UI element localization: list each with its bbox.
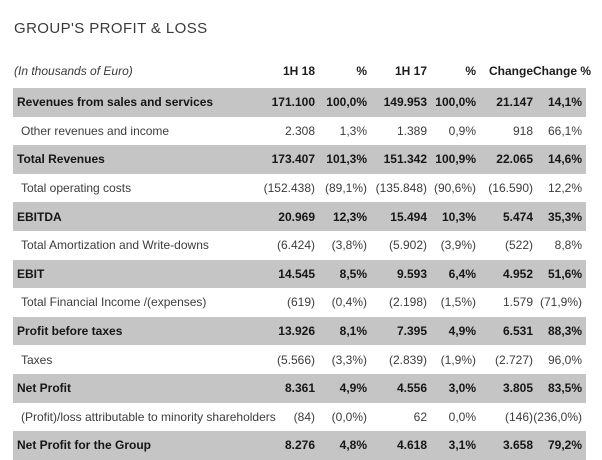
table-row — [13, 145, 586, 174]
table-row — [13, 317, 586, 346]
row-value-pct-1h18: 4,8% — [339, 438, 367, 453]
row-value-pct-1h17: 3,0% — [448, 381, 476, 396]
row-value-pct-1h17: 10,3% — [441, 209, 476, 224]
row-value-1h18: 20.969 — [278, 209, 315, 224]
row-value-change-pct: 8,8% — [554, 238, 582, 253]
row-value-1h17: (135.848) — [375, 181, 427, 196]
row-value-1h17: 1.389 — [396, 123, 427, 138]
row-value-pct-1h18: 100,0% — [326, 95, 367, 110]
row-value-1h17: 151.342 — [383, 152, 427, 167]
row-value-change: 3.805 — [502, 381, 533, 396]
table-row — [13, 374, 586, 403]
row-label: Revenues from sales and services — [17, 95, 214, 110]
row-value-1h18: 14.545 — [278, 266, 315, 281]
row-label: Total Amortization and Write-downs — [21, 238, 209, 253]
table-header-row — [13, 54, 586, 88]
row-value-pct-1h18: 101,3% — [326, 152, 367, 167]
row-value-pct-1h18: 1,3% — [339, 123, 367, 138]
row-value-change: (16.590) — [488, 181, 533, 196]
row-label: Profit before taxes — [17, 324, 123, 339]
row-value-1h17: 9.593 — [396, 266, 427, 281]
column-header-pct-1h18: % — [356, 64, 367, 78]
row-value-change: (522) — [504, 238, 533, 253]
table-row — [13, 288, 586, 317]
row-value-pct-1h18: (0,0%) — [331, 409, 367, 424]
row-value-pct-1h17: 0,9% — [448, 123, 476, 138]
row-value-pct-1h17: 0,0% — [448, 409, 476, 424]
row-value-1h18: (5.566) — [276, 352, 315, 367]
row-label: Other revenues and income — [21, 123, 170, 138]
row-value-1h18: 8.361 — [284, 381, 315, 396]
row-value-change-pct: (71,9%) — [539, 295, 582, 310]
column-header-change-pct: Change % — [533, 64, 592, 78]
column-header-change: Change — [488, 64, 533, 78]
row-value-pct-1h17: 100,0% — [435, 95, 476, 110]
row-value-change: 6.531 — [502, 324, 533, 339]
row-value-change-pct: 83,5% — [547, 381, 582, 396]
row-value-pct-1h18: (0,4%) — [331, 295, 367, 310]
row-value-1h18: 2.308 — [284, 123, 315, 138]
row-value-change-pct: 66,1% — [547, 123, 582, 138]
row-value-1h17: 149.953 — [383, 95, 427, 110]
row-value-change: 3.658 — [502, 438, 533, 453]
row-value-1h18: 13.926 — [278, 324, 315, 339]
row-label: Total operating costs — [21, 181, 132, 196]
row-value-1h18: (152.438) — [263, 181, 315, 196]
row-value-change: 918 — [512, 123, 533, 138]
row-value-pct-1h17: 4,9% — [448, 324, 476, 339]
row-label: Taxes — [21, 352, 53, 367]
row-value-pct-1h18: 8,1% — [339, 324, 367, 339]
table-row — [13, 117, 586, 146]
table-row — [13, 231, 586, 260]
row-value-1h17: 4.556 — [396, 381, 427, 396]
row-value-change: 22.065 — [496, 152, 533, 167]
row-value-1h18: (619) — [286, 295, 315, 310]
row-value-change: 5.474 — [502, 209, 533, 224]
row-value-1h17: (2.839) — [388, 352, 427, 367]
profit-loss-table — [13, 54, 592, 460]
row-label: EBITDA — [17, 209, 62, 224]
column-header-1h17: 1H 17 — [394, 64, 427, 78]
row-value-pct-1h17: (1,5%) — [440, 295, 476, 310]
row-label: Total Revenues — [17, 152, 105, 167]
row-value-change-pct: 12,2% — [547, 181, 582, 196]
row-value-change: 1.579 — [502, 295, 533, 310]
row-value-pct-1h17: 6,4% — [448, 266, 476, 281]
table-row — [13, 260, 586, 289]
row-value-change-pct: 51,6% — [547, 266, 582, 281]
row-value-change: (146) — [504, 409, 533, 424]
row-value-pct-1h18: 4,9% — [339, 381, 367, 396]
row-value-change-pct: 96,0% — [547, 352, 582, 367]
row-value-1h17: (5.902) — [388, 238, 427, 253]
row-value-change: (2.727) — [494, 352, 533, 367]
row-value-1h18: 8.276 — [284, 438, 315, 453]
table-row — [13, 431, 586, 460]
row-value-change-pct: 79,2% — [547, 438, 582, 453]
unit-note: (In thousands of Euro) — [14, 64, 133, 78]
row-value-change-pct: (236,0%) — [533, 409, 582, 424]
row-label: (Profit)/loss attributable to minority shareholders — [21, 409, 276, 424]
row-value-change: 21.147 — [496, 95, 533, 110]
row-value-change-pct: 35,3% — [547, 209, 582, 224]
row-value-1h18: (6.424) — [276, 238, 315, 253]
row-value-change-pct: 88,3% — [547, 324, 582, 339]
row-label: Net Profit for the Group — [17, 438, 151, 453]
page-title: GROUP'S PROFIT & LOSS — [14, 20, 208, 37]
row-value-1h18: 173.407 — [271, 152, 315, 167]
table-row — [13, 88, 586, 117]
row-value-pct-1h17: (1,9%) — [440, 352, 476, 367]
row-value-change: 4.952 — [502, 266, 533, 281]
row-value-pct-1h18: (89,1%) — [324, 181, 367, 196]
column-header-1h18: 1H 18 — [282, 64, 315, 78]
row-label: Net Profit — [17, 381, 71, 396]
row-value-change-pct: 14,6% — [547, 152, 582, 167]
row-value-pct-1h18: (3,8%) — [331, 238, 367, 253]
table-row — [13, 345, 586, 374]
row-value-1h18: 171.100 — [271, 95, 315, 110]
row-value-1h17: 15.494 — [390, 209, 427, 224]
row-value-pct-1h18: 12,3% — [332, 209, 367, 224]
row-value-1h18: (84) — [293, 409, 315, 424]
row-value-change-pct: 14,1% — [547, 95, 582, 110]
pl-table-body — [13, 88, 586, 460]
row-value-1h17: (2.198) — [388, 295, 427, 310]
row-value-pct-1h17: (90,6%) — [433, 181, 476, 196]
row-value-pct-1h18: 8,5% — [339, 266, 367, 281]
table-row — [13, 403, 586, 432]
row-value-1h17: 7.395 — [396, 324, 427, 339]
table-row — [13, 202, 586, 231]
row-label: EBIT — [17, 266, 45, 281]
row-value-pct-1h17: (3,9%) — [440, 238, 476, 253]
row-value-pct-1h17: 3,1% — [448, 438, 476, 453]
row-label: Total Financial Income /(expenses) — [21, 295, 207, 310]
column-header-pct-1h17: % — [465, 64, 476, 78]
row-value-pct-1h17: 100,9% — [435, 152, 476, 167]
table-row — [13, 174, 586, 203]
row-value-pct-1h18: (3,3%) — [331, 352, 367, 367]
row-value-1h17: 62 — [413, 409, 427, 424]
row-value-1h17: 4.618 — [396, 438, 427, 453]
